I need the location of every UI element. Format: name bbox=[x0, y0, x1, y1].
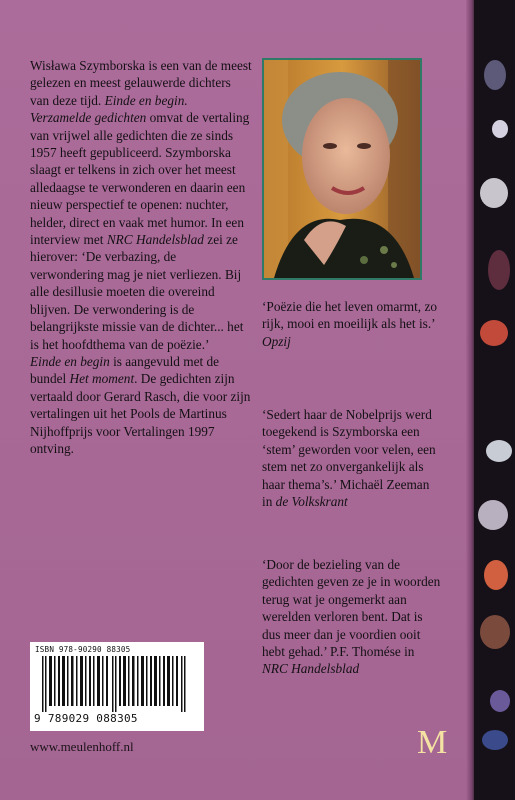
quote-text: ‘Poëzie die het leven omarmt, zo rijk, mooi en moeilijk als het is.’ bbox=[262, 299, 438, 332]
blurb-paragraph-2 bbox=[30, 353, 252, 457]
quote-1 bbox=[262, 298, 442, 350]
blurb-text-span: omvat de vertaling van vrijwel alle gedichten die ze sinds 1957 heeft gepubliceerd. Szymborska slaagt er telkens in zich over het meest alledaagse te verwonderen en daarin een nieuw perspectief te openen: nuchter, helder, direct en vaak met humor. In een interview met bbox=[30, 110, 250, 248]
quote-3 bbox=[262, 556, 442, 678]
barcode-icon bbox=[38, 656, 196, 712]
isbn-label: ISBN 978-90290 88305 bbox=[35, 645, 131, 654]
author-portrait-photo bbox=[262, 58, 422, 280]
spine-flower bbox=[480, 320, 508, 346]
spine-flower bbox=[484, 560, 508, 590]
source-name: NRC Handelsblad bbox=[106, 232, 204, 248]
publisher-logo: M bbox=[417, 724, 448, 761]
spine-flower bbox=[492, 120, 508, 138]
spine-flower bbox=[488, 250, 510, 290]
spine-flower bbox=[484, 60, 506, 90]
spine-flower bbox=[480, 615, 510, 649]
book-title: Einde en begin. Verzamelde gedichten bbox=[30, 92, 188, 126]
publisher-website[interactable]: www.meulenhoff.nl bbox=[30, 739, 134, 754]
quote-text: ‘Door de bezieling van de gedichten geven ze je in woorden terug wat je ongemerkt aan werelden verloren bent. Dat is dus meer dan je voordien ooit hebt gehad.’ P.F. Thomése in bbox=[262, 557, 441, 660]
quote-source: NRC Handelsblad bbox=[262, 661, 360, 677]
ean-digits: 9 789029 088305 bbox=[34, 712, 138, 725]
portrait-image bbox=[264, 60, 420, 278]
book-title: Het moment bbox=[69, 371, 135, 387]
blurb-text bbox=[30, 57, 252, 457]
quote-source: Opzij bbox=[262, 333, 291, 349]
blurb-text-span: is aangevuld met de bundel bbox=[30, 353, 220, 387]
isbn-barcode bbox=[30, 642, 204, 731]
book-title: Einde en begin bbox=[30, 353, 110, 369]
quote-2 bbox=[262, 406, 442, 510]
blurb-text-span: zei ze hierover: ‘De verbazing, de verwondering mag je niet verliezen. Bij alle desillusie moeten die overeind blijven. De verwondering is de belangrijkste missie van de dichter... het is het hoofdthema van de poëzie.’ bbox=[30, 232, 244, 352]
spine-flower bbox=[482, 730, 508, 750]
spine-flower bbox=[486, 440, 512, 462]
spine-flower bbox=[480, 178, 508, 208]
spine-flower bbox=[490, 690, 510, 712]
blurb-text-span: Wisława Szymborska is een van de meest gelezen en meest gelauwerde dichters van deze tijd. bbox=[30, 58, 252, 108]
book-spine bbox=[474, 0, 515, 800]
quote-text: ‘Sedert haar de Nobelprijs werd toegekend is Szymborska een ‘stem’ geworden voor velen, een stem net zo onvergankelijk als haar thema’s.’ Michaël Zeeman in bbox=[262, 407, 436, 510]
spine-flower bbox=[478, 500, 508, 530]
blurb-text-span: . De gedichten zijn vertaald door Gerard Rasch, die voor zijn vertalingen uit het Pools de Martinus Nijhoffprijs voor Vertalingen 1997 ontving. bbox=[30, 371, 251, 456]
blurb-paragraph-1 bbox=[30, 57, 252, 353]
quote-source: de Volkskrant bbox=[275, 494, 348, 510]
